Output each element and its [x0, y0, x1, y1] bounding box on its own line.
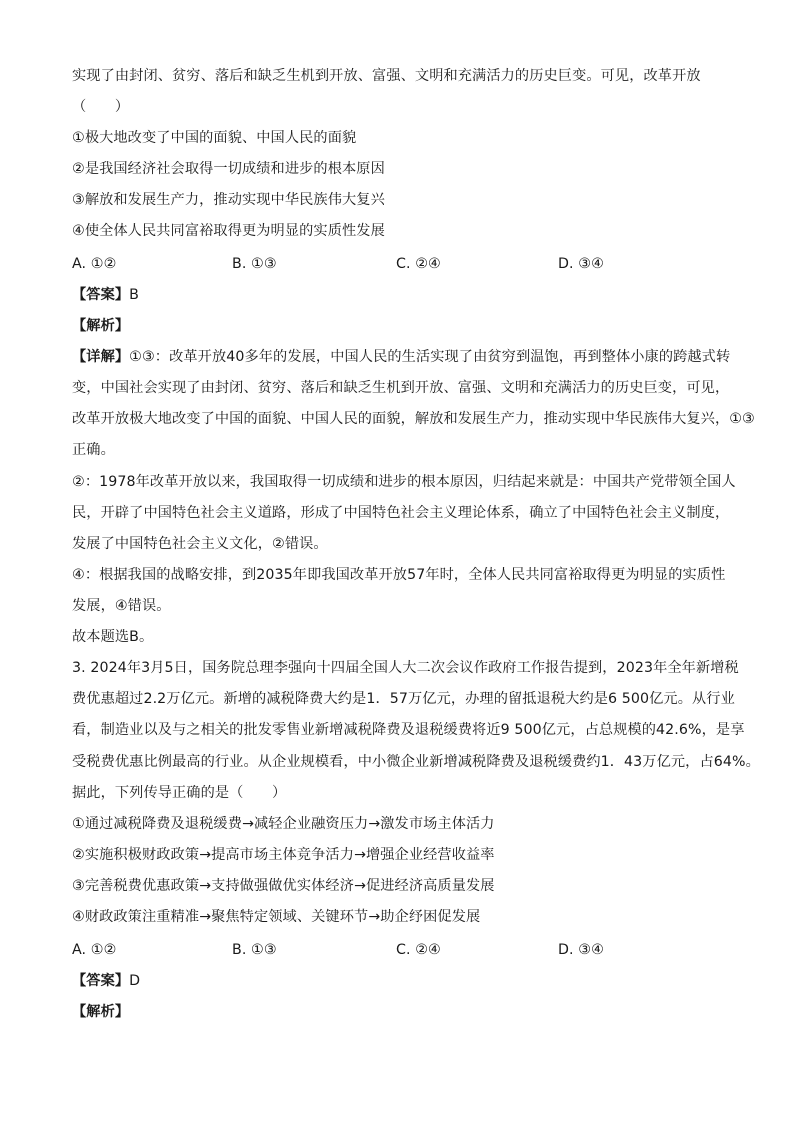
- q3-stem-line: 费优惠超过2.2万亿元。新增的减税降费大约是1．57万亿元，办理的留抵退税大约是6 500亿元。从行业: [72, 691, 735, 707]
- q3-analysis-tag: 【解析】: [72, 1004, 130, 1020]
- q2-item-1: ①极大地改变了中国的面貌、中国人民的面貌: [72, 130, 357, 146]
- q3-option-b: B. ①③: [232, 942, 277, 958]
- q3-options: [72, 940, 732, 960]
- detail-text: ①③：改革开放40多年的发展，中国人民的生活实现了由贫穷到温饱，再到整体小康的跨越式转: [129, 349, 731, 365]
- q2-detail-line: 变，中国社会实现了由封闭、贫穷、落后和缺乏生机到开放、富强、文明和充满活力的历史巨变，可见，: [72, 380, 730, 396]
- q2-option-c: C. ②④: [396, 256, 441, 272]
- q3-stem-line: 看，制造业以及与之相关的批发零售业新增减税降费及退税缓费将近9 500亿元，占总规模的42.6%，是享: [72, 722, 745, 738]
- q2-answer: [72, 285, 139, 305]
- q2-detail-line: 改革开放极大地改变了中国的面貌、中国人民的面貌，解放和发展生产力，推动实现中华民族伟大复兴，①③: [72, 411, 755, 427]
- q2-option-b: B. ①③: [232, 256, 277, 272]
- q2-option-a: A. ①②: [72, 256, 117, 272]
- q3-item-1: ①通过减税降费及退税缓费→减轻企业融资压力→激发市场主体活力: [72, 816, 495, 832]
- answer-tag: 【答案】: [72, 973, 130, 989]
- q3-item-4: ④财政政策注重精准→聚焦特定领域、关键环节→助企纾困促发展: [72, 909, 481, 925]
- answer-value: B: [129, 287, 139, 303]
- q2-item-3: ③解放和发展生产力，推动实现中华民族伟大复兴: [72, 192, 385, 208]
- q3-option-a: A. ①②: [72, 942, 117, 958]
- q2-detail-line: ②：1978年改革开放以来，我国取得一切成绩和进步的根本原因，归结起来就是：中国共产党带领全国人: [72, 474, 736, 490]
- q2-conclusion: 故本题选B。: [72, 629, 154, 645]
- q2-option-d: D. ③④: [558, 256, 604, 272]
- q2-item-4: ④使全体人民共同富裕取得更为明显的实质性发展: [72, 223, 385, 239]
- q3-option-d: D. ③④: [558, 942, 604, 958]
- q2-detail-line: ④：根据我国的战略安排，到2035年即我国改革开放57年时，全体人民共同富裕取得更为明显的实质性: [72, 567, 726, 583]
- q3-item-3: ③完善税费优惠政策→支持做强做优实体经济→促进经济高质量发展: [72, 878, 495, 894]
- q2-detail-line: 民，开辟了中国特色社会主义道路，形成了中国特色社会主义理论体系，确立了中国特色社会主义制度，: [72, 505, 730, 521]
- q2-detail-line: [72, 347, 730, 367]
- q3-stem-line: 3. 2024年3月5日，国务院总理李强向十四届全国人大二次会议作政府工作报告提到，2023年全年新增税: [72, 660, 739, 676]
- q3-stem-line: 受税费优惠比例最高的行业。从企业规模看，中小微企业新增减税降费及退税缓费约1．43万亿元，占64%。: [72, 754, 760, 770]
- answer-value: D: [129, 973, 141, 989]
- q2-detail-line: 发展，④错误。: [72, 598, 171, 614]
- q2-analysis-tag: 【解析】: [72, 318, 130, 334]
- answer-tag: 【答案】: [72, 287, 130, 303]
- q2-item-2: ②是我国经济社会取得一切成绩和进步的根本原因: [72, 161, 385, 177]
- q2-options: [72, 254, 732, 274]
- q3-answer: [72, 971, 140, 991]
- q3-option-c: C. ②④: [396, 942, 441, 958]
- q2-stem-blank: （ ）: [72, 99, 130, 115]
- q3-stem-line: 据此，下列传导正确的是（ ）: [72, 785, 287, 801]
- q3-item-2: ②实施积极财政政策→提高市场主体竞争活力→增强企业经营收益率: [72, 847, 495, 863]
- q2-stem-line: 实现了由封闭、贫穷、落后和缺乏生机到开放、富强、文明和充满活力的历史巨变。可见，改革开放: [72, 68, 701, 84]
- q2-detail-line: 发展了中国特色社会主义文化，②错误。: [72, 536, 328, 552]
- q2-detail-line: 正确。: [72, 442, 115, 458]
- detail-tag: 【详解】: [72, 349, 130, 365]
